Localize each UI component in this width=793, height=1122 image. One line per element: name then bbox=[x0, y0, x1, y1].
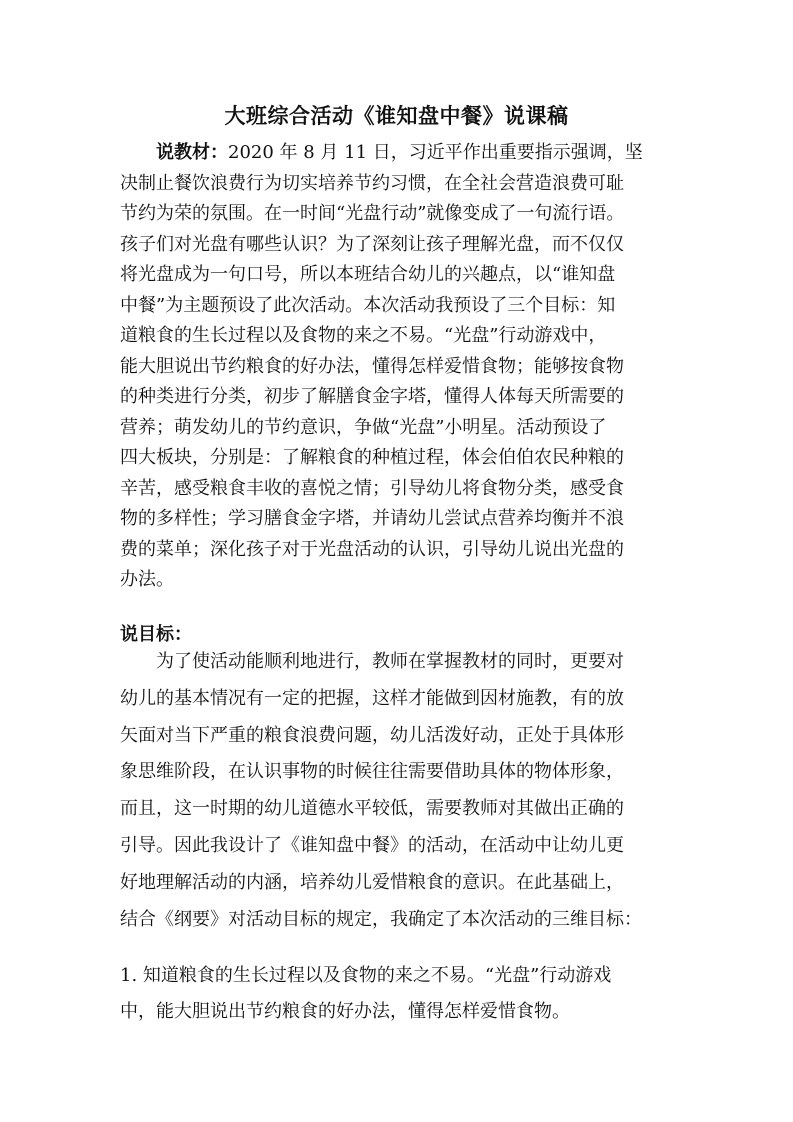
paragraph-line: 矢面对当下严重的粮食浪费问题，幼儿活泼好动，正处于具体形 bbox=[120, 724, 624, 746]
paragraph-line: 1. 知道粮食的生长过程以及食物的来之不易。“光盘”行动游戏 bbox=[120, 965, 612, 986]
paragraph-line: 四大板块，分别是：了解粮食的种植过程，体会伯伯农民种粮的 bbox=[120, 447, 624, 468]
paragraph-line: 物的多样性；学习膳食金字塔，并请幼儿尝试点营养均衡并不浪 bbox=[120, 508, 624, 529]
paragraph-line: 决制止餐饮浪费行为切实培养节约习惯，在全社会营造浪费可耻 bbox=[120, 172, 624, 194]
section-label-goals: 说目标： bbox=[120, 624, 192, 645]
paragraph-line: 能大胆说出节约粮食的好办法，懂得怎样爱惜食物；能够按食物 bbox=[120, 355, 624, 377]
paragraph-line: 而且，这一时期的幼儿道德水平较低，需要教师对其做出正确的 bbox=[120, 798, 624, 820]
paragraph-line: 中餐”为主题预设了此次活动。本次活动我预设了三个目标：知 bbox=[120, 294, 616, 316]
paragraph-line: 节约为荣的氛围。在一时间“光盘行动”就像变成了一句流行语。 bbox=[120, 203, 625, 224]
paragraph-line: 的种类进行分类，初步了解膳食金字塔，懂得人体每天所需要的 bbox=[120, 386, 624, 407]
paragraph-line: 孩子们对光盘有哪些认识？为了深刻让孩子理解光盘，而不仅仅 bbox=[120, 233, 624, 255]
section-label-teaching-material: 说教材： bbox=[156, 142, 228, 163]
paragraph-line: 好地理解活动的内涵，培养幼儿爱惜粮食的意识。在此基础上， bbox=[120, 871, 624, 893]
paragraph-line: 象思维阶段，在认识事物的时候往往需要借助具体的物体形象， bbox=[120, 761, 624, 783]
paragraph-line: 费的菜单；深化孩子对于光盘活动的认识，引导幼儿说出光盘的 bbox=[120, 538, 624, 560]
paragraph-line: 幼儿的基本情况有一定的把握，这样才能做到因材施教，有的放 bbox=[120, 687, 624, 709]
paragraph-line: 道粮食的生长过程以及食物的来之不易。“光盘”行动游戏中， bbox=[120, 325, 607, 346]
paragraph-line: 结合《纲要》对活动目标的规定，我确定了本次活动的三维目标： bbox=[120, 908, 642, 930]
paragraph-line: 将光盘成为一句口号，所以本班结合幼儿的兴趣点，以“谁知盘 bbox=[120, 264, 616, 285]
paragraph-line: 办法。 bbox=[120, 569, 174, 590]
paragraph-line: 为了使活动能顺利地进行，教师在掌握教材的同时，更要对 bbox=[156, 651, 624, 672]
goal-item-1 bbox=[120, 958, 673, 1030]
document-title: 大班综合活动《谁知盘中餐》说课稿 bbox=[224, 104, 569, 128]
paragraph-line: 中，能大胆说出节约粮食的好办法，懂得怎样爱惜食物。 bbox=[120, 1001, 570, 1022]
paragraph-line: 营养；萌发幼儿的节约意识，争做“光盘”小明星。活动预设了 bbox=[120, 416, 607, 438]
paragraph-line: 引导。因此我设计了《谁知盘中餐》的活动，在活动中让幼儿更 bbox=[120, 834, 624, 856]
paragraph-line: 辛苦，感受粮食丰收的喜悦之情；引导幼儿将食物分类，感受食 bbox=[120, 477, 624, 499]
section-goals bbox=[120, 644, 673, 938]
paragraph-line: 说教材：2020 年 8 月 11 日，习近平作出重要指示强调，坚 bbox=[156, 142, 643, 163]
section-teaching-material bbox=[120, 138, 673, 596]
